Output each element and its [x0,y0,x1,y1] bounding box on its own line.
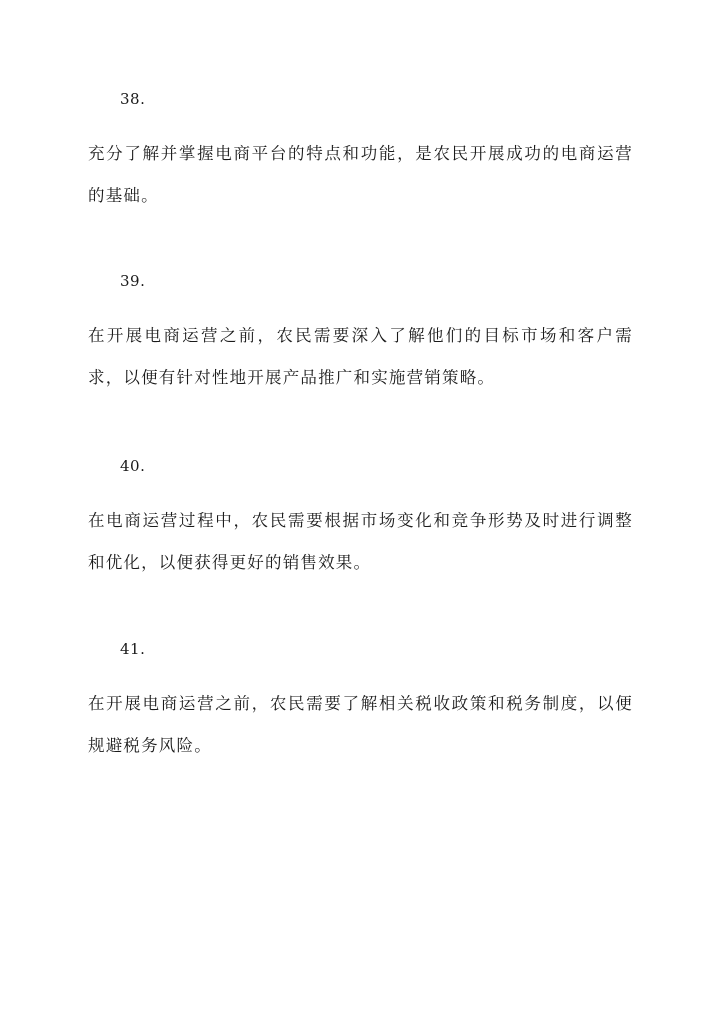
item-number: 40. [120,457,146,475]
list-item-41 [88,639,633,767]
list-item-39 [88,271,633,399]
item-number: 39. [120,272,146,290]
item-text: 在开展电商运营之前，农民需要深入了解他们的目标市场和客户需求，以便有针对性地开展产品推广和实施营销策略。 [88,326,633,387]
item-number: 38. [120,90,146,108]
item-text: 在开展电商运营之前，农民需要了解相关税收政策和税务制度，以便规避税务风险。 [88,694,633,755]
list-item-38 [88,89,633,217]
item-number: 41. [120,640,146,658]
list-item-40 [88,456,633,584]
item-text: 在电商运营过程中，农民需要根据市场变化和竞争形势及时进行调整和优化，以便获得更好的销售效果。 [88,511,633,572]
item-text: 充分了解并掌握电商平台的特点和功能，是农民开展成功的电商运营的基础。 [88,144,633,205]
